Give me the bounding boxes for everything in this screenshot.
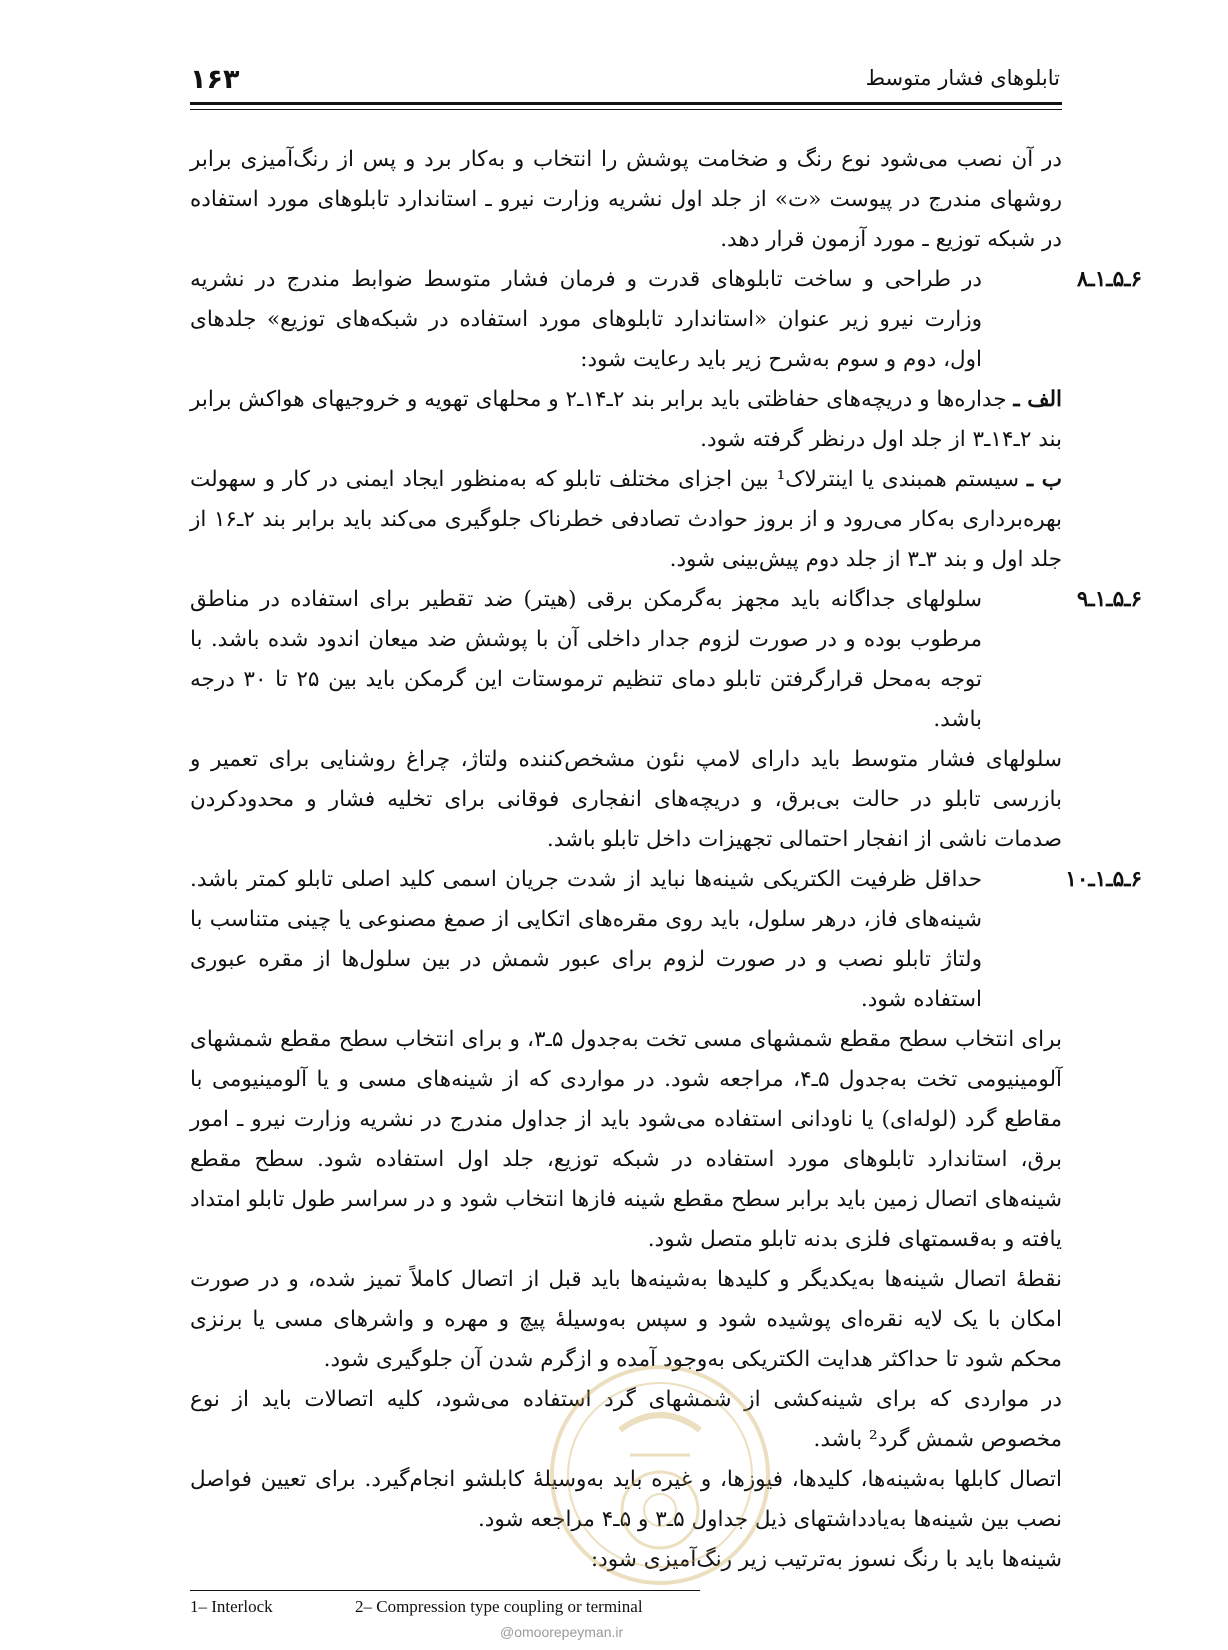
- page-number: ۱۶۳: [190, 64, 240, 95]
- watermark-url: @omoorepeyman.ir: [500, 1624, 624, 1640]
- section-text: در طراحی و ساخت تابلوهای قدرت و فرمان فشار متوسط ضوابط مندرج در نشریه وزارت نیرو زیر عنوان «استاندارد تابلوهای مورد استفاده در شبکه‌های توزیع» جلدهای اول، دوم و سوم به‌شرح زیر باید رعایت شود:: [190, 267, 982, 372]
- paragraph-text: در مواردی که برای شینه‌کشی از شمشهای گرد استفاده می‌شود، کلیه اتصالات باید از نوع مخصوص شمش گرد² باشد.: [190, 1387, 1062, 1452]
- section-6-5-1-10: [190, 860, 1142, 1020]
- section-text: سلولهای جداگانه باید مجهز به‌گرمکن برقی (هیتر) ضد تقطیر برای استفاده در مناطق مرطوب بوده و در صورت لزوم جدار داخلی آن با پوشش ضد میعان اندود شده باشد. با توجه به‌محل قرارگرفتن تابلو دمای تنظیم ترموستات این گرمکن باید بین ۲۵ تا ۳۰ درجه باشد.: [190, 587, 983, 732]
- list-item-label: ب ـ: [1026, 467, 1062, 492]
- paragraph-intro: [190, 140, 1062, 260]
- section-6-5-1-9: [190, 580, 1142, 740]
- page-header: [190, 60, 1060, 100]
- list-item-alef: [190, 380, 1062, 460]
- header-rule-thin: [190, 109, 1062, 110]
- paragraph-busbar-section: [190, 1020, 1062, 1260]
- paragraph-neon-lamp: [190, 740, 1062, 860]
- paragraph-text: اتصال کابلها به‌شینه‌ها، کلیدها، فیوزها، و غیره باید به‌وسیلهٔ کابلشو انجام‌گیرد. برای تعیین فواصل نصب بین شینه‌ها به‌یادداشتهای ذیل جداول ۵ـ۳ و ۵ـ۴ مراجعه شود.: [190, 1467, 1062, 1532]
- list-item-label: الف ـ: [1013, 387, 1062, 412]
- paragraph-text: در آن نصب می‌شود نوع رنگ و ضخامت پوشش را انتخاب و به‌کار برد و پس از رنگ‌آمیزی برابر روشهای مندرج در پیوست «ت» از جلد اول نشریه وزارت نیرو ـ استاندارد تابلوهای مورد استفاده در شبکه توزیع ـ مورد آزمون قرار دهد.: [190, 147, 1062, 252]
- list-item-text: جداره‌ها و دریچه‌های حفاظتی باید برابر بند ۲ـ۱۴ـ۲ و محلهای تهویه و خروجیهای هواکش برابر بند ۲ـ۱۴ـ۳ از جلد اول درنظر گرفته شود.: [190, 387, 1062, 452]
- paragraph-text: برای انتخاب سطح مقطع شمشهای مسی تخت به‌جدول ۵ـ۳، و برای انتخاب سطح مقطع شمشهای آلومینیومی تخت به‌جدول ۵ـ۴، مراجعه شود. در مواردی که از شینه‌های مسی و یا آلومینیومی با مقاطع گرد (لوله‌ای) یا ناودانی استفاده می‌شود باید از جداول مندرج در نشریه وزارت نیرو ـ امور برق، استاندارد تابلوهای مورد استفاده در شبکه توزیع، جلد اول استفاده شود. سطح مقطع شینه‌های اتصال زمین باید برابر سطح مقطع شینه فازها انتخاب شود و در سراسر طول تابلو امتداد یافته و به‌قسمتهای فلزی بدنه تابلو متصل شود.: [190, 1027, 1062, 1252]
- footnote-rule: [190, 1590, 700, 1591]
- section-6-5-1-8: [190, 260, 1142, 380]
- list-item-be: [190, 460, 1062, 580]
- paragraph-text: سلولهای فشار متوسط باید دارای لامپ نئون مشخص‌کننده ولتاژ، چراغ روشنایی برای تعمیر و بازرسی تابلو در حالت بی‌برق، و دریچه‌های انفجاری فوقانی برای تخلیه فشار و محدودکردن صدمات ناشی از انفجار احتمالی تجهیزات داخل تابلو باشد.: [190, 747, 1062, 852]
- paragraph-text: نقطهٔ اتصال شینه‌ها به‌یکدیگر و کلیدها به‌شینه‌ها باید قبل از اتصال کاملاً تمیز شده، و در صورت امکان با یک لایه نقره‌ای پوشیده شود و سپس به‌وسیلهٔ پیچ و مهره و واشرهای مسی یا برنزی محکم شود تا حداکثر هدایت الکتریکی به‌وجود آمده و ازگرم شدن آن جلوگیری شود.: [190, 1267, 1062, 1372]
- footnote-1: 1– Interlock: [190, 1597, 273, 1616]
- paragraph-text: شینه‌ها باید با رنگ نسوز به‌ترتیب زیر رنگ‌آمیزی شود:: [590, 1547, 1062, 1572]
- list-item-text: سیستم همبندی یا اینترلاک¹ بین اجزای مختلف تابلو که به‌منظور ایجاد ایمنی در کار و سهولت بهره‌برداری به‌کار می‌رود و از بروز حوادث تصادفی خطرناک جلوگیری می‌کند باید برابر بند ۲ـ۱۶ از جلد اول و بند ۳ـ۳ از جلد دوم پیش‌بینی شود.: [190, 467, 1062, 572]
- footnote-2: 2– Compression type coupling or terminal: [355, 1597, 643, 1616]
- section-number: ۶ـ۵ـ۱ـ۸: [1076, 267, 1142, 292]
- watermark-stamp: [545, 1360, 775, 1590]
- header-rule-thick: [190, 102, 1062, 105]
- running-title: تابلوهای فشار متوسط: [865, 66, 1060, 90]
- section-number: ۶ـ۵ـ۱ـ۹: [1076, 587, 1142, 612]
- section-number: ۶ـ۵ـ۱ـ۱۰: [1065, 867, 1142, 892]
- section-text: حداقل ظرفیت الکتریکی شینه‌ها نباید از شدت جریان اسمی کلید اصلی تابلو کمتر باشد. شینه‌های فاز، درهر سلول، باید روی مقره‌های اتکایی از صمغ مصنوعی یا چینی متناسب با ولتاژ تابلو نصب و در صورت لزوم برای عبور شمش در بین سلول‌ها از مقره عبوری استفاده شود.: [190, 867, 982, 1012]
